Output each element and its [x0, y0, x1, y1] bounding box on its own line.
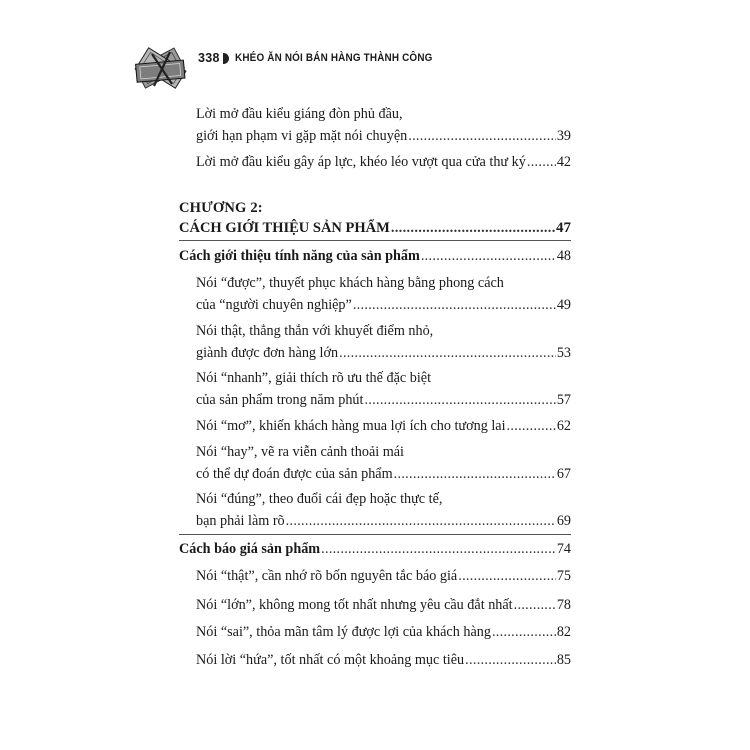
chapter-title: CÁCH GIỚI THIỆU SẢN PHẨM — [179, 220, 390, 236]
toc-entry-text: giới hạn phạm vi gặp mặt nói chuyện — [196, 128, 408, 144]
toc-entry-text: Nói thật, thẳng thắn với khuyết điểm nhỏ, — [196, 323, 434, 339]
toc-page-number: 49 — [556, 297, 571, 313]
toc-page-number: 48 — [556, 248, 571, 264]
dot-leader — [353, 294, 556, 316]
toc-entry[interactable] — [196, 272, 571, 316]
dot-leader — [527, 151, 556, 173]
toc-entry-text: Nói “đúng”, theo đuổi cái đẹp hoặc thực tế, — [196, 491, 443, 507]
toc-page-number: 39 — [556, 128, 571, 144]
toc-page-number: 75 — [556, 568, 571, 584]
dot-leader — [364, 389, 555, 411]
toc-entry-text: Lời mở đầu kiểu giáng đòn phủ đầu, — [196, 106, 403, 122]
section-title: Cách báo giá sản phẩm — [179, 541, 321, 557]
dot-leader — [458, 565, 556, 587]
toc-entry-text: có thể dự đoán được của sản phẩm — [196, 466, 393, 482]
toc-entry-text: Nói lời “hứa”, tốt nhất có một khoảng mục tiêu — [196, 652, 465, 668]
toc-page-number: 78 — [556, 597, 571, 613]
toc-page-number: 62 — [556, 418, 571, 434]
toc-entry[interactable] — [196, 103, 571, 147]
chapter-divider — [179, 240, 571, 241]
toc-section[interactable] — [179, 245, 571, 267]
toc-entry-text: bạn phải làm rõ — [196, 513, 285, 529]
toc-page-number: 74 — [556, 541, 571, 557]
toc-page-number: 42 — [556, 154, 571, 170]
toc-section[interactable] — [179, 538, 571, 560]
toc-entry[interactable] — [196, 441, 571, 485]
toc-entry-text: Nói “sai”, thỏa mãn tâm lý được lợi của khách hàng — [196, 624, 491, 640]
toc-page-number: 67 — [556, 466, 571, 482]
chapter-label: CHƯƠNG 2: — [179, 200, 263, 216]
toc-entry-text: Nói “được”, thuyết phục khách hàng bằng phong cách — [196, 275, 504, 291]
toc-entry-text: Nói “hay”, vẽ ra viễn cảnh thoải mái — [196, 444, 404, 460]
toc-entry[interactable] — [196, 415, 571, 437]
dot-leader — [492, 621, 556, 643]
toc-entry-text: Lời mở đầu kiểu gây áp lực, khéo léo vượt qua cửa thư ký — [196, 154, 526, 170]
toc-entry[interactable] — [196, 151, 571, 173]
toc-entry-text: của “người chuyên nghiệp” — [196, 297, 352, 313]
dot-leader — [339, 342, 556, 364]
dot-leader — [321, 538, 556, 560]
toc-entry-text: giành được đơn hàng lớn — [196, 345, 339, 361]
toc-entry-text: Nói “lớn”, không mong tốt nhất nhưng yêu cầu đắt nhất — [196, 597, 513, 613]
section-title: Cách giới thiệu tính năng của sản phẩm — [179, 248, 420, 264]
toc-entry-text: Nói “thật”, cần nhớ rõ bốn nguyên tắc báo giá — [196, 568, 458, 584]
chapter-heading[interactable] — [179, 198, 571, 238]
book-title: KHÉO ĂN NÓI BÁN HÀNG THÀNH CÔNG — [235, 52, 433, 64]
toc-page-number: 57 — [556, 392, 571, 408]
toc-entry[interactable] — [196, 621, 571, 643]
toc-page-number: 69 — [556, 513, 571, 529]
dot-leader — [514, 594, 556, 616]
toc-entry[interactable] — [196, 488, 571, 532]
toc-entry[interactable] — [196, 367, 571, 411]
toc-page-number: 82 — [556, 624, 571, 640]
dot-leader — [465, 649, 556, 671]
toc-entry[interactable] — [196, 594, 571, 616]
page-number: 338 — [198, 51, 220, 65]
toc-entry[interactable] — [196, 649, 571, 671]
section-divider — [179, 534, 571, 535]
dot-leader — [391, 218, 555, 238]
toc-entry[interactable] — [196, 565, 571, 587]
toc-entry[interactable] — [196, 320, 571, 364]
toc-entry-text: Nói “mơ”, khiến khách hàng mua lợi ích cho tương lai — [196, 418, 506, 434]
dot-leader — [421, 245, 556, 267]
dot-leader — [286, 510, 556, 532]
toc-entry-text: của sản phẩm trong năm phút — [196, 392, 364, 408]
dot-leader — [408, 125, 556, 147]
toc-page-number: 47 — [556, 220, 571, 236]
toc-page-number: 85 — [556, 652, 571, 668]
dot-leader — [507, 415, 556, 437]
toc-page-number: 53 — [556, 345, 571, 361]
dot-leader — [394, 463, 556, 485]
toc-entry-text: Nói “nhanh”, giải thích rõ ưu thế đặc biệt — [196, 370, 432, 386]
